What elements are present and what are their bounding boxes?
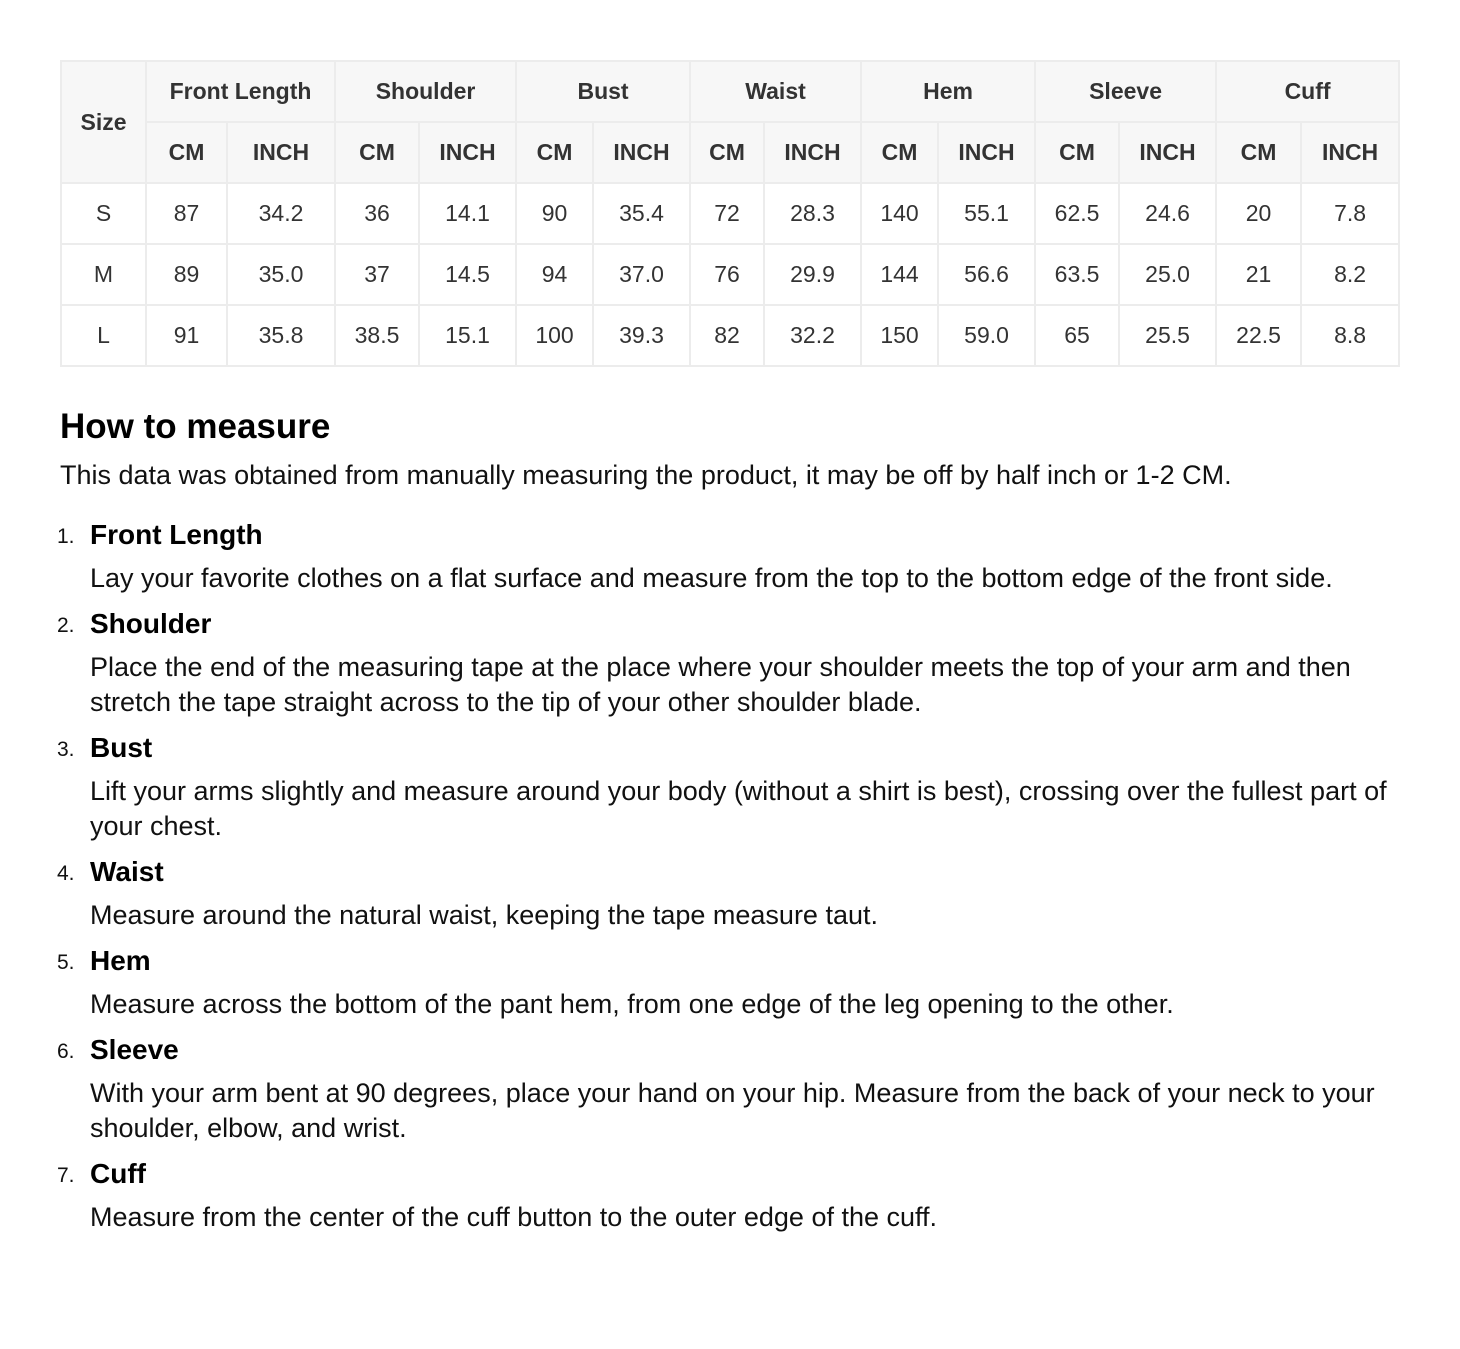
table-cell: 63.5 (1035, 244, 1119, 305)
table-cell: 21 (1216, 244, 1301, 305)
unit-cm-header: CM (690, 122, 764, 183)
unit-cm-header: CM (146, 122, 227, 183)
unit-inch-header: INCH (227, 122, 335, 183)
step-title: Shoulder (90, 608, 212, 639)
table-row (61, 183, 1399, 244)
step-description: Place the end of the measuring tape at the place where your shoulder meets the top of your arm and then stretch the tape straight across to the tip of your other shoulder blade. (90, 652, 1351, 717)
table-cell: 7.8 (1301, 183, 1399, 244)
table-cell: 25.0 (1119, 244, 1216, 305)
table-cell: 29.9 (764, 244, 861, 305)
step-title: Front Length (90, 519, 263, 550)
step-description: Measure across the bottom of the pant hem, from one edge of the leg opening to the other. (90, 989, 1174, 1019)
size-cell: M (61, 244, 146, 305)
step-description: Lay your favorite clothes on a flat surface and measure from the top to the bottom edge of the front side. (90, 563, 1333, 593)
measure-steps-list (57, 517, 1400, 1235)
list-item (57, 730, 1400, 844)
table-cell: 87 (146, 183, 227, 244)
table-cell: 140 (861, 183, 938, 244)
step-description: Measure around the natural waist, keeping the tape measure taut. (90, 900, 878, 930)
table-cell: 35.8 (227, 305, 335, 366)
unit-inch-header: INCH (1301, 122, 1399, 183)
table-cell: 38.5 (335, 305, 419, 366)
list-item (57, 517, 1400, 596)
table-cell: 8.8 (1301, 305, 1399, 366)
unit-cm-header: CM (335, 122, 419, 183)
table-cell: 25.5 (1119, 305, 1216, 366)
step-number: 2. (57, 614, 75, 637)
table-cell: 150 (861, 305, 938, 366)
table-row (61, 305, 1399, 366)
unit-inch-header: INCH (593, 122, 690, 183)
hem-header: Hem (861, 61, 1035, 122)
table-cell: 35.4 (593, 183, 690, 244)
table-cell: 34.2 (227, 183, 335, 244)
table-cell: 59.0 (938, 305, 1035, 366)
table-cell: 35.0 (227, 244, 335, 305)
step-title: Sleeve (90, 1034, 179, 1065)
size-chart-table (60, 60, 1400, 367)
front-length-header: Front Length (146, 61, 335, 122)
table-cell: 90 (516, 183, 593, 244)
table-cell: 8.2 (1301, 244, 1399, 305)
size-cell: S (61, 183, 146, 244)
unit-inch-header: INCH (419, 122, 516, 183)
unit-inch-header: INCH (764, 122, 861, 183)
step-title: Hem (90, 945, 151, 976)
table-cell: 91 (146, 305, 227, 366)
table-cell: 37.0 (593, 244, 690, 305)
table-cell: 14.1 (419, 183, 516, 244)
sleeve-header: Sleeve (1035, 61, 1216, 122)
step-description: With your arm bent at 90 degrees, place your hand on your hip. Measure from the back of your neck to your shoulder, elbow, and wrist. (90, 1078, 1375, 1143)
unit-cm-header: CM (1216, 122, 1301, 183)
table-cell: 100 (516, 305, 593, 366)
unit-inch-header: INCH (1119, 122, 1216, 183)
size-guide (57, 60, 1400, 1245)
unit-cm-header: CM (1035, 122, 1119, 183)
measurement-disclaimer: This data was obtained from manually measuring the product, it may be off by half inch or 1-2 CM. (60, 460, 1232, 490)
step-number: 1. (57, 525, 75, 548)
table-cell: 72 (690, 183, 764, 244)
list-item (57, 1156, 1400, 1235)
step-number: 6. (57, 1040, 75, 1063)
table-cell: 56.6 (938, 244, 1035, 305)
table-cell: 24.6 (1119, 183, 1216, 244)
step-title: Bust (90, 732, 153, 763)
table-cell: 22.5 (1216, 305, 1301, 366)
table-cell: 32.2 (764, 305, 861, 366)
table-cell: 65 (1035, 305, 1119, 366)
table-cell: 76 (690, 244, 764, 305)
step-number: 3. (57, 738, 75, 761)
step-number: 5. (57, 951, 75, 974)
table-cell: 20 (1216, 183, 1301, 244)
step-title: Cuff (90, 1158, 146, 1189)
cuff-header: Cuff (1216, 61, 1399, 122)
table-cell: 89 (146, 244, 227, 305)
list-item (57, 606, 1400, 720)
table-cell: 37 (335, 244, 419, 305)
group-header-row (61, 61, 1399, 122)
bust-header: Bust (516, 61, 690, 122)
list-item (57, 854, 1400, 933)
unit-cm-header: CM (516, 122, 593, 183)
how-to-measure-heading: How to measure (60, 407, 331, 446)
step-description: Lift your arms slightly and measure around your body (without a shirt is best), crossing over the fullest part of your chest. (90, 776, 1387, 841)
unit-header-row (61, 122, 1399, 183)
step-description: Measure from the center of the cuff button to the outer edge of the cuff. (90, 1202, 938, 1232)
size-column-header: Size (61, 61, 146, 183)
table-row (61, 244, 1399, 305)
table-cell: 28.3 (764, 183, 861, 244)
shoulder-header: Shoulder (335, 61, 516, 122)
step-number: 7. (57, 1164, 75, 1187)
size-cell: L (61, 305, 146, 366)
unit-cm-header: CM (861, 122, 938, 183)
table-cell: 36 (335, 183, 419, 244)
table-cell: 62.5 (1035, 183, 1119, 244)
table-cell: 39.3 (593, 305, 690, 366)
list-item (57, 943, 1400, 1022)
step-title: Waist (90, 856, 164, 887)
table-cell: 94 (516, 244, 593, 305)
table-cell: 82 (690, 305, 764, 366)
table-cell: 55.1 (938, 183, 1035, 244)
list-item (57, 1032, 1400, 1146)
table-cell: 144 (861, 244, 938, 305)
table-cell: 14.5 (419, 244, 516, 305)
step-number: 4. (57, 862, 75, 885)
table-cell: 15.1 (419, 305, 516, 366)
unit-inch-header: INCH (938, 122, 1035, 183)
waist-header: Waist (690, 61, 861, 122)
